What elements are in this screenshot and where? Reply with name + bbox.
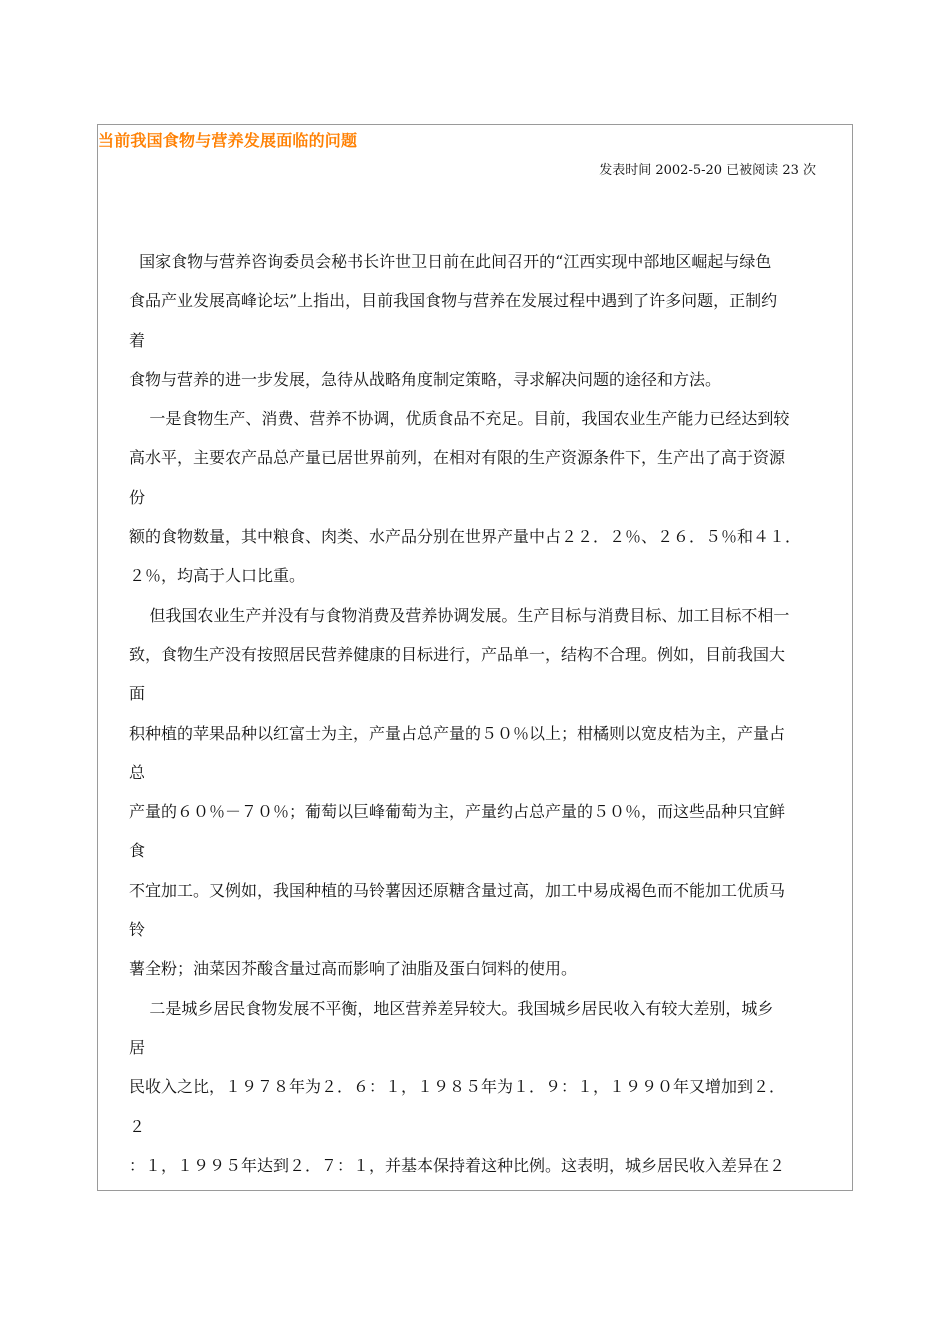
body-line: 积种植的苹果品种以红富士为主，产量占总产量的５０％以上；柑橘则以宽皮桔为主，产量占 — [129, 723, 786, 743]
body-line: 不宜加工。又例如，我国种植的马铃薯因还原糖含量过高，加工中易成褐色而不能加工优质马 — [129, 880, 786, 900]
body-line: ２％，均高于人口比重。 — [129, 566, 306, 586]
body-line: 薯全粉；油菜因芥酸含量过高而影响了油脂及蛋白饲料的使用。 — [129, 959, 578, 979]
body-line: 一是食物生产、消费、营养不协调，优质食品不充足。目前，我国农业生产能力已经达到较 — [129, 409, 790, 429]
body-line: 铃 — [129, 920, 146, 940]
body-line: 面 — [129, 684, 146, 704]
article-title: 当前我国食物与营养发展面临的问题 — [98, 131, 358, 150]
body-line: 食物与营养的进一步发展，急待从战略角度制定策略，寻求解决问题的途径和方法。 — [129, 369, 722, 389]
article-frame — [97, 124, 853, 1191]
body-line: 民收入之比，１９７８年为２．６：１，１９８５年为１．９：１，１９９０年又增加到２． — [129, 1077, 786, 1097]
body-line: 致，食物生产没有按照居民营养健康的目标进行，产品单一，结构不合理。例如，目前我国大 — [129, 644, 786, 664]
body-line: 但我国农业生产并没有与食物消费及营养协调发展。生产目标与消费目标、加工目标不相一 — [129, 605, 790, 625]
body-line: 高水平，主要农产品总产量已居世界前列，在相对有限的生产资源条件下，生产出了高于资源 — [129, 448, 786, 468]
article-body — [129, 242, 853, 1185]
body-line: 着 — [129, 330, 146, 350]
article-meta: 发表时间 2002-5-20 已被阅读 23 次 — [599, 163, 816, 178]
body-line: ２ — [129, 1116, 146, 1136]
body-line: 份 — [129, 487, 146, 507]
body-line: 二是城乡居民食物发展不平衡，地区营养差异较大。我国城乡居民收入有较大差别，城乡 — [129, 998, 774, 1018]
body-line: 总 — [129, 762, 146, 782]
body-line: 食品产业发展高峰论坛”上指出，目前我国食物与营养在发展过程中遇到了许多问题，正制约 — [129, 291, 778, 311]
body-line: 额的食物数量，其中粮食、肉类、水产品分别在世界产量中占２２．２％、２６．５％和４１． — [129, 527, 802, 547]
body-line: 居 — [129, 1037, 146, 1057]
body-line: ：１，１９９５年达到２．７：１，并基本保持着这种比例。这表明，城乡居民收入差异在２ — [129, 1155, 786, 1175]
body-line: 食 — [129, 841, 146, 861]
body-line: 国家食物与营养咨询委员会秘书长许世卫日前在此间召开的“江西实现中部地区崛起与绿色 — [129, 252, 772, 271]
body-line: 产量的６０％－７０％；葡萄以巨峰葡萄为主，产量约占总产量的５０％，而这些品种只宜鲜 — [129, 802, 786, 822]
